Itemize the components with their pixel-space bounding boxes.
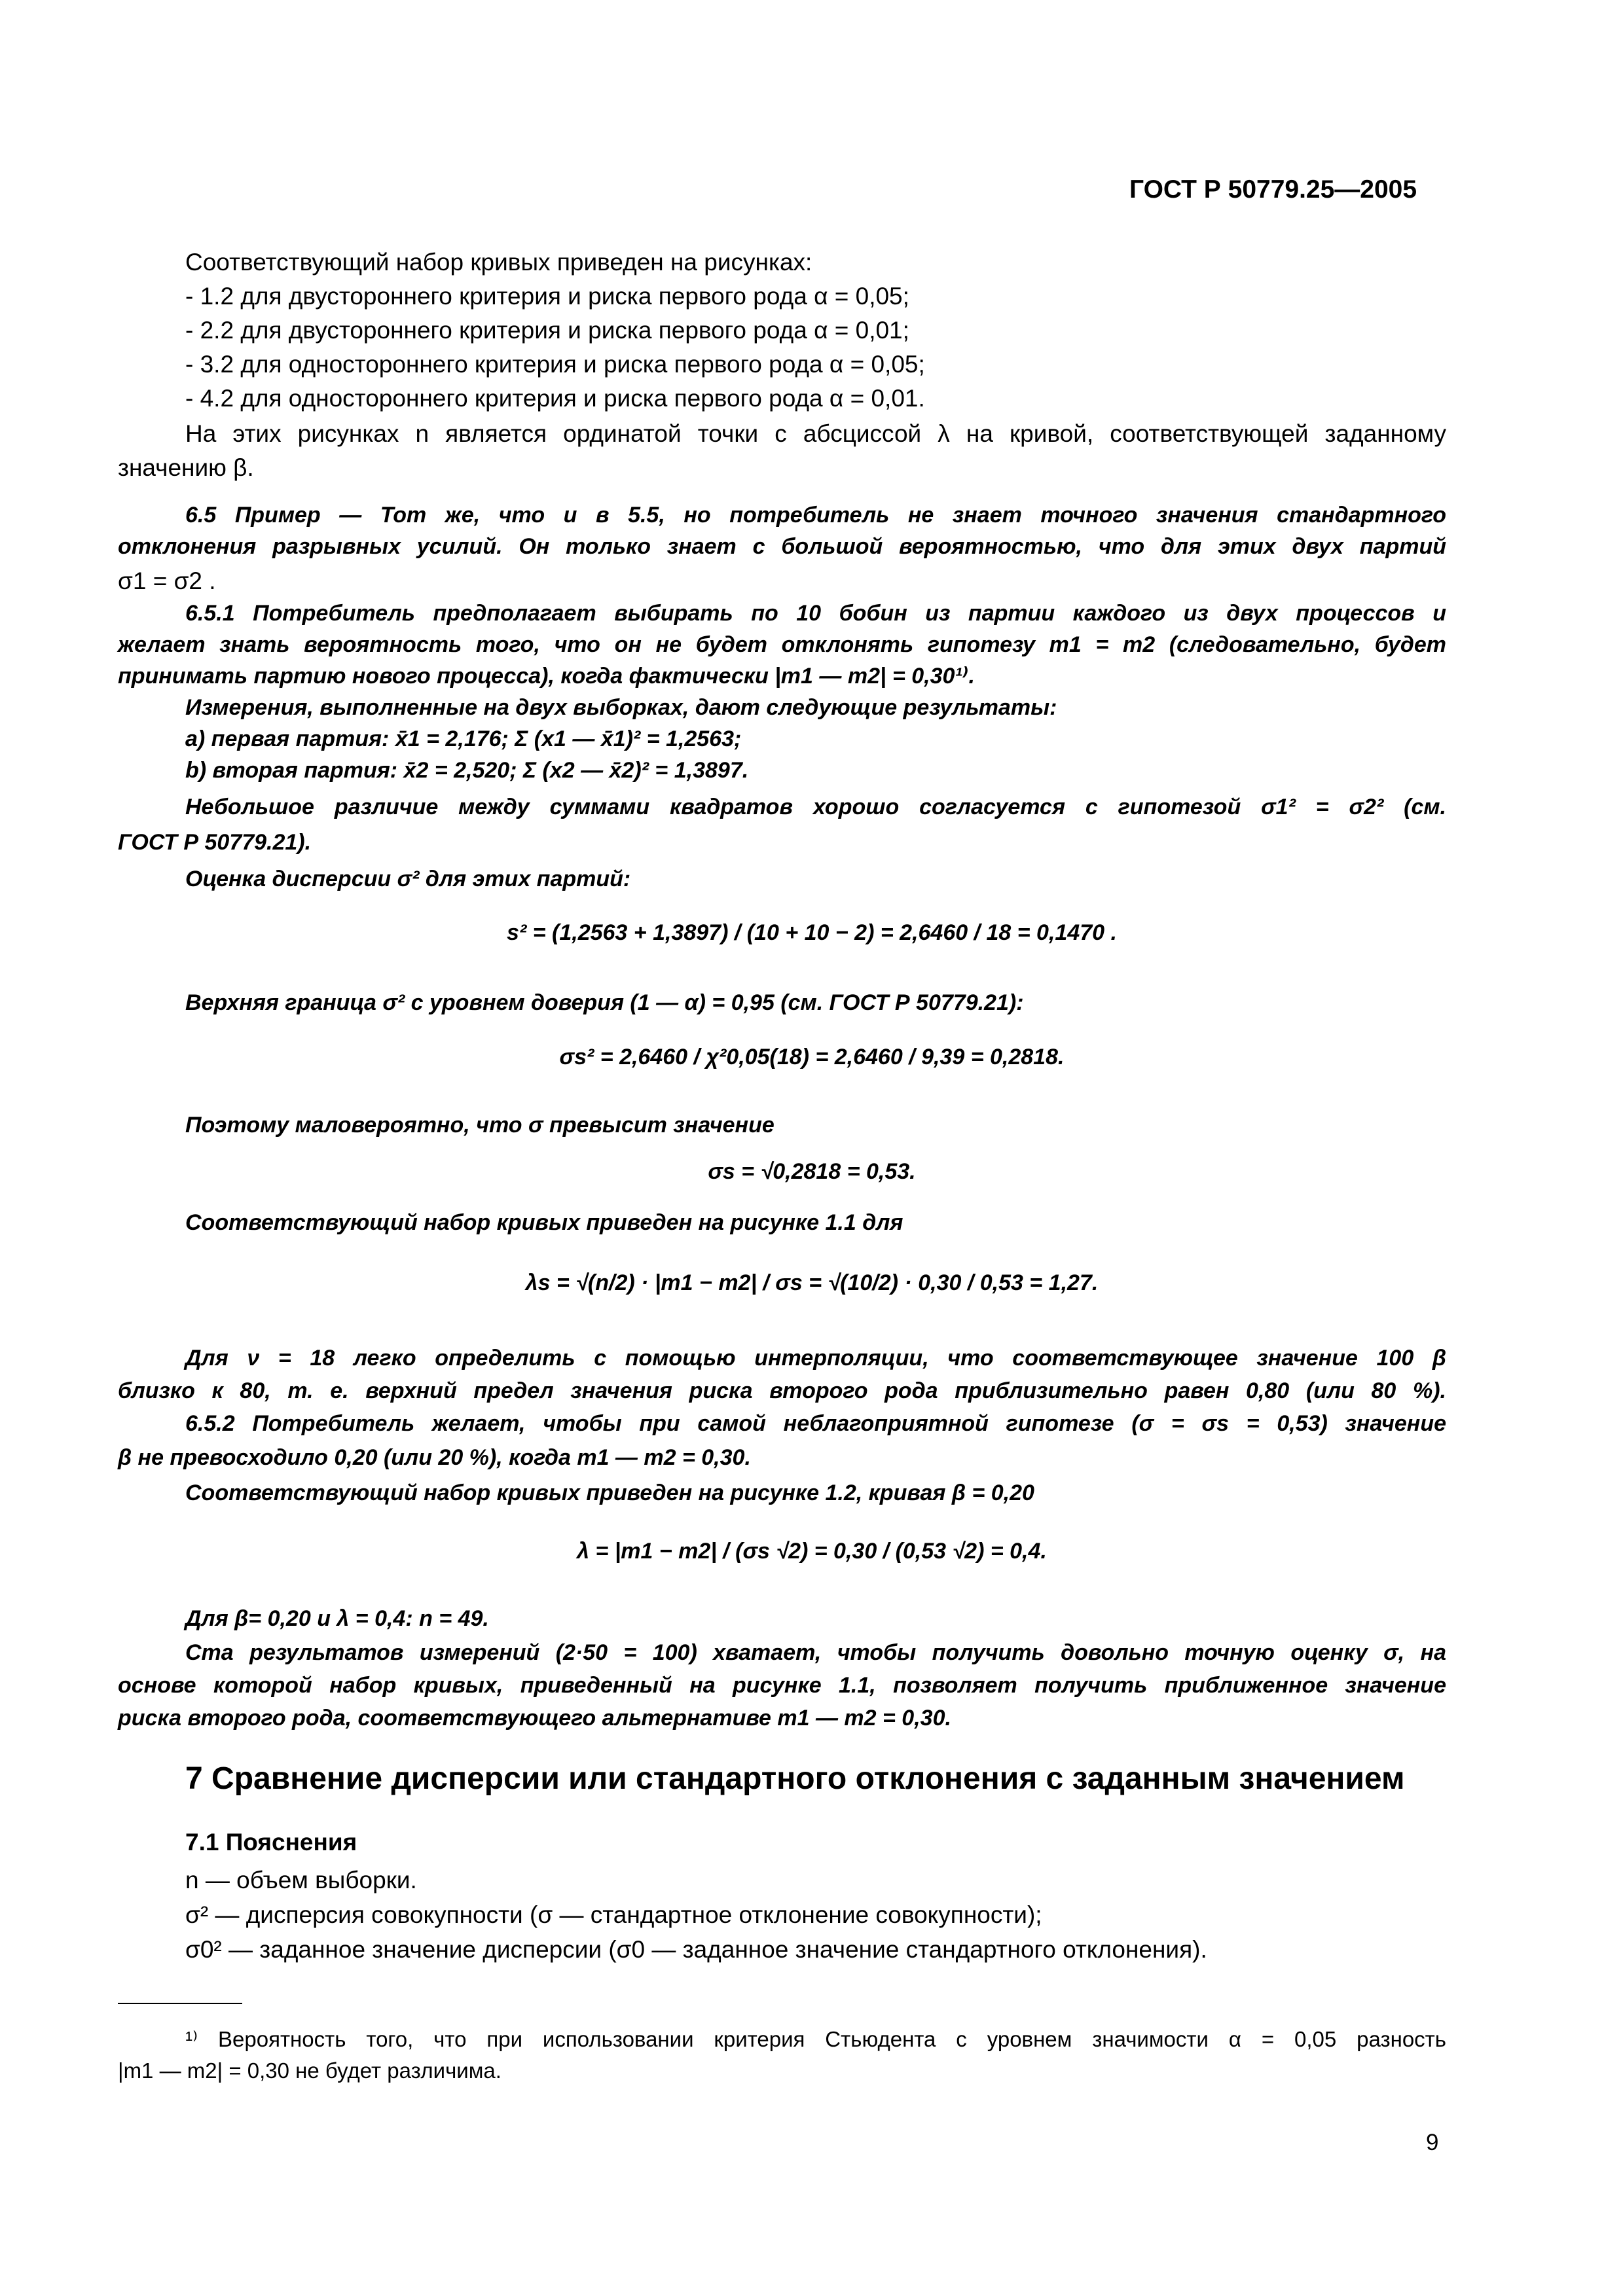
equation: λ = |m1 − m2| / (σs √2) = 0,30 / (0,53 √2) = 0,4. bbox=[577, 1539, 1047, 1564]
example-line: Ста результатов измерений (2·50 = 100) хватает, чтобы получить довольно точную оценку σ, на bbox=[185, 1640, 1446, 1665]
example-line: Для ν = 18 легко определить с помощью интерполяции, что соответствующее значение 100 β bbox=[185, 1346, 1446, 1371]
footnote-line: ¹⁾ Вероятность того, что при использовании критерия Стьюдента с уровнем значимости α = 0,05 разность bbox=[185, 2027, 1446, 2051]
definition-line: σ² — дисперсия совокупности (σ — стандартное отклонение совокупности); bbox=[185, 1901, 1042, 1928]
example-line: Для β= 0,20 и λ = 0,4: n = 49. bbox=[185, 1606, 489, 1631]
example-line: 6.5.1 Потребитель предполагает выбирать по 10 бобин из партии каждого из двух процессов и bbox=[185, 601, 1446, 626]
intro-item: - 4.2 для одностороннего критерия и риска первого рода α = 0,01. bbox=[185, 385, 925, 412]
example-line: σ1 = σ2 . bbox=[118, 567, 216, 594]
equation: λs = √(n/2) · |m1 − m2| / σs = √(10/2) · 0,30 / 0,53 = 1,27. bbox=[525, 1270, 1099, 1295]
example-line: принимать партию нового процесса), когда фактически |m1 — m2| = 0,30¹⁾. bbox=[118, 664, 975, 689]
example-line: Небольшое различие между суммами квадратов хорошо согласуется с гипотезой σ1² = σ2² (см. bbox=[185, 795, 1446, 819]
example-line: отклонения разрывных усилий. Он только знает с большой вероятностью, что для этих двух партий bbox=[118, 534, 1446, 559]
example-line: b) вторая партия: x̄2 = 2,520; Σ (x2 — x̄2)² = 1,3897. bbox=[185, 758, 749, 783]
example-line: 6.5.2 Потребитель желает, чтобы при самой неблагоприятной гипотезе (σ = σs = 0,53) значение bbox=[185, 1411, 1446, 1436]
example-line: Измерения, выполненные на двух выборках, дают следующие результаты: bbox=[185, 695, 1057, 720]
example-line: Поэтому маловероятно, что σ превысит значение bbox=[185, 1113, 775, 1138]
example-line: основе которой набор кривых, приведенный на рисунке 1.1, позволяет получить приближенное значение bbox=[118, 1673, 1446, 1698]
definition-line: n — объем выборки. bbox=[185, 1867, 417, 1893]
example-line: a) первая партия: x̄1 = 2,176; Σ (x1 — x̄1)² = 1,2563; bbox=[185, 726, 742, 751]
equation: s² = (1,2563 + 1,3897) / (10 + 10 − 2) = 2,6460 / 18 = 0,1470 . bbox=[507, 920, 1117, 945]
intro-item: - 1.2 для двустороннего критерия и риска первого рода α = 0,05; bbox=[185, 283, 909, 310]
example-line: ГОСТ Р 50779.21). bbox=[118, 830, 312, 855]
section-heading: 7 Сравнение дисперсии или стандартного отклонения с заданным значением bbox=[185, 1761, 1405, 1796]
intro-lead: Соответствующий набор кривых приведен на рисунках: bbox=[185, 249, 812, 276]
definition-line: σ0² — заданное значение дисперсии (σ0 — заданное значение стандартного отклонения). bbox=[185, 1936, 1207, 1963]
intro-item: - 2.2 для двустороннего критерия и риска первого рода α = 0,01; bbox=[185, 317, 909, 344]
example-line: Соответствующий набор кривых приведен на рисунке 1.2, кривая β = 0,20 bbox=[185, 1480, 1034, 1505]
page-number: 9 bbox=[1426, 2130, 1439, 2155]
example-line: Соответствующий набор кривых приведен на рисунке 1.1 для bbox=[185, 1210, 903, 1235]
example-line: Оценка дисперсии σ² для этих партий: bbox=[185, 867, 631, 891]
footnote-line: |m1 — m2| = 0,30 не будет различима. bbox=[118, 2058, 501, 2083]
example-line: 6.5 Пример — Тот же, что и в 5.5, но потребитель не знает точного значения стандартного bbox=[185, 503, 1446, 528]
intro-note-line: На этих рисунках n является ординатой точки с абсциссой λ на кривой, соответствующей заданному bbox=[185, 420, 1446, 447]
doc-header-id: ГОСТ Р 50779.25—2005 bbox=[1129, 175, 1417, 204]
footnote-separator bbox=[118, 2003, 242, 2004]
example-line: риска второго рода, соответствующего альтернативе m1 — m2 = 0,30. bbox=[118, 1706, 951, 1731]
equation: σs = √0,2818 = 0,53. bbox=[708, 1159, 916, 1184]
example-line: желает знать вероятность того, что он не будет отклонять гипотезу m1 = m2 (следовательно, будет bbox=[118, 632, 1446, 657]
intro-item: - 3.2 для одностороннего критерия и риска первого рода α = 0,05; bbox=[185, 351, 925, 378]
equation: σs² = 2,6460 / χ²0,05(18) = 2,6460 / 9,39 = 0,2818. bbox=[559, 1045, 1065, 1069]
example-line: Верхняя граница σ² с уровнем доверия (1 — α) = 0,95 (см. ГОСТ Р 50779.21): bbox=[185, 990, 1024, 1015]
example-line: β не превосходило 0,20 (или 20 %), когда m1 — m2 = 0,30. bbox=[118, 1445, 751, 1470]
example-line: близко к 80, т. е. верхний предел значения риска второго рода приблизительно равен 0,80 (или 80 %). bbox=[118, 1378, 1446, 1403]
subsection-heading: 7.1 Пояснения bbox=[185, 1829, 357, 1856]
intro-note-line: значению β. bbox=[118, 454, 254, 481]
